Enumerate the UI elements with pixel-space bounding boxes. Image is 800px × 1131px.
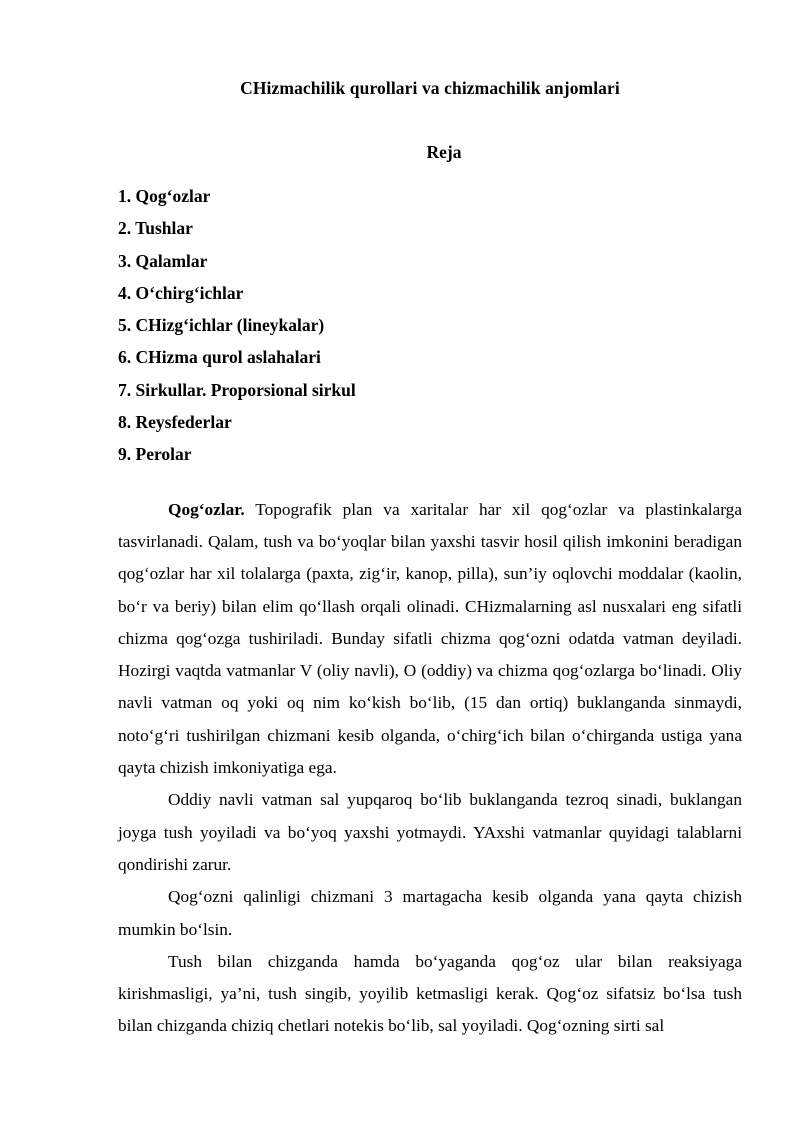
list-item: 5. CHizg‘ichlar (lineykalar) — [118, 315, 325, 336]
paragraph — [118, 494, 742, 785]
paragraph — [118, 784, 742, 881]
paragraph-lead: Qog‘ozlar. — [168, 499, 245, 519]
list-item: 8. Reysfederlar — [118, 412, 232, 433]
list-item: 2. Tushlar — [118, 218, 193, 239]
list-item: 3. Qalamlar — [118, 250, 208, 271]
page-title: CHizmachilik qurollari va chizmachilik anjomlari — [240, 78, 620, 98]
paragraph-text: Topografik plan va xaritalar har xil qog‘ozlar va plastinkalarga tasvirlanadi. Qalam, tush va bo‘yoqlar bilan yaxshi tasvir hosil qilish imkonini beradigan qog‘ozlar har xil tolalarga (paxta, zig‘ir, kanop, pilla), sun’iy oqlovchi moddalar (kaolin, bo‘r va beriy) bilan elim qo‘llash orqali olinadi. CHizmalarning asl nusxalari eng sifatli chizma qog‘ozga tushiriladi. Bunday sifatli chizma qog‘ozni odatda vatman deyiladi. Hozirgi vaqtda vatmanlar V (oliy navli), O (oddiy) va chizma qog‘ozlarga bo‘linadi. Oliy navli vatman oq yoki oq nim ko‘kish bo‘lib, (15 dan ortiq) buklanganda sinmaydi, noto‘g‘ri tushirilgan chizmani kesib olganda, o‘chirg‘ich bilan o‘chirganda ustiga yana qayta chizish imkoniyatiga ega. — [118, 499, 742, 778]
table-of-contents — [118, 163, 742, 471]
paragraph — [118, 881, 742, 946]
paragraph-text: Qog‘ozni qalinligi chizmani 3 martagacha kesib olganda yana qayta chizish mumkin bo‘lsin. — [118, 887, 742, 939]
list-item: 9. Perolar — [118, 444, 192, 465]
list-item: 1. Qog‘ozlar — [118, 186, 211, 206]
list-item: 6. CHizma qurol aslahalari — [118, 347, 321, 368]
paragraph-text: Tush bilan chizganda hamda bo‘yaganda qog‘oz ular bilan reaksiyaga kirishmasligi, ya’ni, tush singib, yoyilib ketmasligi kerak. Qog‘oz sifatsiz bo‘lsa tush bilan chizganda chiziq chetlari notekis bo‘lib, sal yoyiladi. Qog‘ozning sirti sal — [118, 951, 742, 1036]
paragraph — [118, 946, 742, 1043]
page-content — [118, 0, 742, 1043]
section-heading-reja: Reja — [426, 142, 462, 162]
list-item: 7. Sirkullar. Proporsional sirkul — [118, 379, 356, 400]
list-item: 4. O‘chirg‘ichlar — [118, 282, 244, 303]
body-text — [118, 471, 742, 1043]
paragraph-text: Oddiy navli vatman sal yupqaroq bo‘lib buklanganda tezroq sinadi, buklangan joyga tush yoyiladi va bo‘yoq yaxshi yotmaydi. YAxshi vatmanlar quyidagi talablarni qondirishi zarur. — [118, 790, 742, 874]
